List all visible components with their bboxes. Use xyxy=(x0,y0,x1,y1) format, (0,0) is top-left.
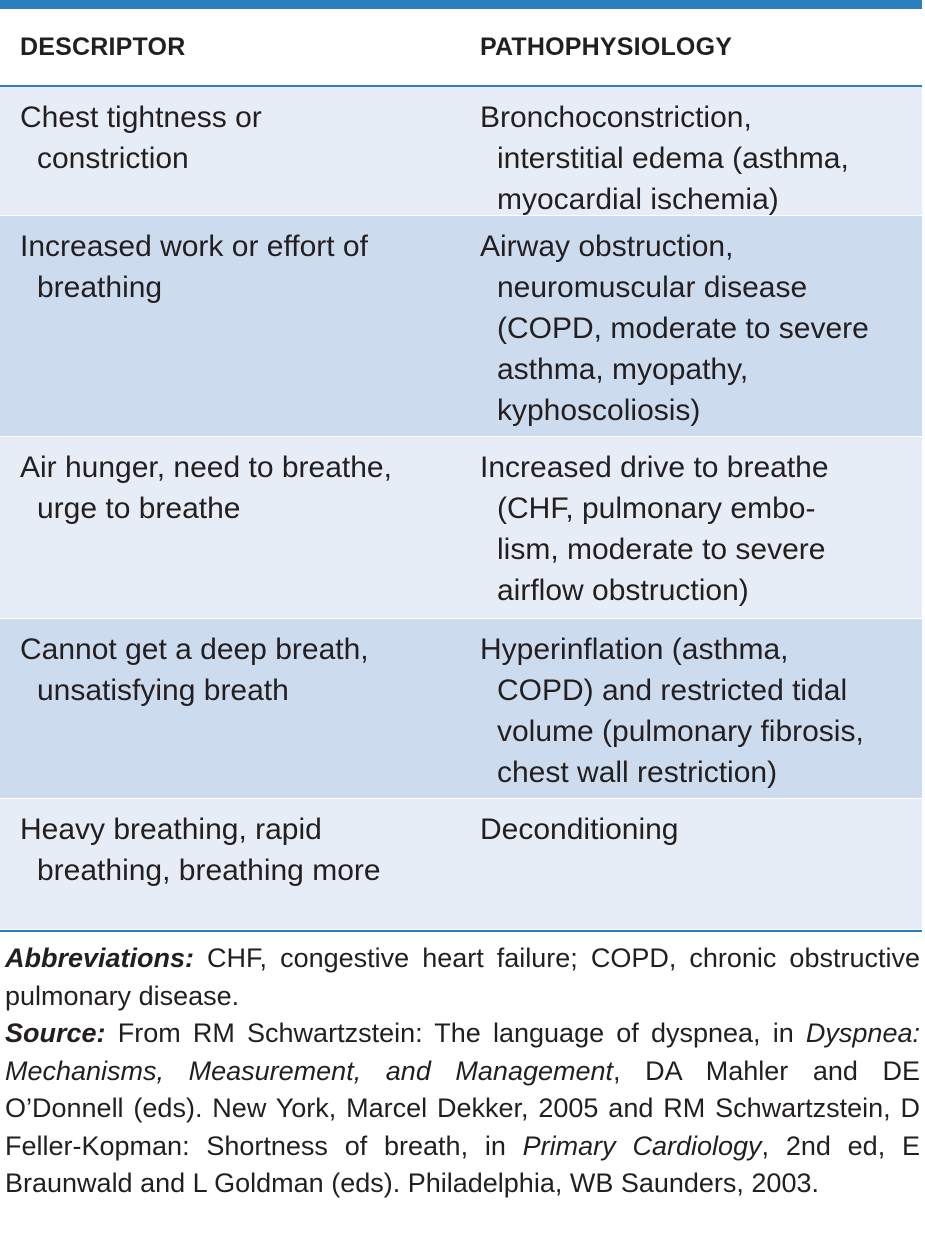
pathophysiology-line: Airway obstruction, xyxy=(480,230,734,263)
descriptor-line: breathing, breathing more xyxy=(37,854,381,887)
pathophysiology-cell xyxy=(462,799,922,929)
descriptor-line: Air hunger, need to breathe, xyxy=(20,451,392,484)
header-descriptor: DESCRIPTOR xyxy=(20,32,186,61)
descriptor-cell xyxy=(0,619,462,798)
pathophysiology-line: Bronchoconstriction, xyxy=(480,101,752,134)
pathophysiology-cell xyxy=(462,216,922,436)
source-note xyxy=(5,1015,920,1203)
abbreviations-text: CHF, congestive heart failure; COPD, chronic obstructive pulmonary disease. xyxy=(5,943,920,1011)
pathophysiology-line: volume (pulmonary fibrosis, xyxy=(497,715,864,748)
header-pathophysiology: PATHOPHYSIOLOGY xyxy=(480,32,733,61)
pathophysiology-line: airflow obstruction) xyxy=(497,574,749,607)
source-text-2: , DA Mahler and DE O’Donnell (eds). New York, Marcel Dekker, 2005 and RM Schwartzstein, D Feller-Kopman: Shortness of breath, in xyxy=(5,1055,920,1161)
pathophysiology-cell xyxy=(462,437,922,618)
descriptor-cell xyxy=(0,437,462,618)
pathophysiology-line: asthma, myopathy, xyxy=(497,353,749,386)
source-label: Source: xyxy=(5,1018,106,1048)
pathophysiology-line: kyphoscoliosis) xyxy=(497,394,701,427)
table-notes xyxy=(5,940,920,1203)
table-body xyxy=(0,87,922,930)
source-text-3: , 2nd ed, E Braunwald and L Goldman (eds). Philadelphia, WB Saunders, 2003. xyxy=(5,1130,920,1198)
source-title-1: Dyspnea: Mechanisms, Measurement, and Management xyxy=(5,1018,920,1086)
table-row xyxy=(0,216,922,437)
abbreviations-note xyxy=(5,940,920,1015)
descriptor-line: Increased work or effort of xyxy=(20,230,368,263)
table-row xyxy=(0,437,922,619)
pathophysiology-line: chest wall restriction) xyxy=(497,756,778,789)
descriptor-line: unsatisfying breath xyxy=(37,674,289,707)
table-row xyxy=(0,87,922,216)
table-header xyxy=(0,9,922,87)
pathophysiology-line: lism, moderate to severe xyxy=(497,533,826,566)
descriptor-line: breathing xyxy=(37,271,163,304)
descriptor-cell xyxy=(0,87,462,215)
abbreviations-label: Abbreviations: xyxy=(5,943,195,973)
pathophysiology-line: neuromuscular disease xyxy=(497,271,808,304)
pathophysiology-line: Increased drive to breathe xyxy=(480,451,829,484)
pathophysiology-line: Deconditioning xyxy=(480,813,679,846)
descriptor-cell xyxy=(0,216,462,436)
table-bottom-rule xyxy=(0,930,922,932)
table-top-rule xyxy=(0,0,922,9)
table-row xyxy=(0,799,922,930)
descriptor-cell xyxy=(0,799,462,929)
table-row xyxy=(0,619,922,799)
pathophysiology-line: COPD) and restricted tidal xyxy=(497,674,848,707)
descriptor-line: Cannot get a deep breath, xyxy=(20,633,369,666)
pathophysiology-line: Hyperinflation (asthma, xyxy=(480,633,789,666)
pathophysiology-line: myocardial ischemia) xyxy=(497,183,779,216)
descriptor-line: constriction xyxy=(37,142,189,175)
descriptor-line: urge to breathe xyxy=(37,492,241,525)
source-title-2: Primary Cardiology xyxy=(522,1130,762,1161)
source-text-1: From RM Schwartzstein: The language of dyspnea, in xyxy=(105,1018,806,1048)
pathophysiology-line: (COPD, moderate to severe xyxy=(497,312,869,345)
pathophysiology-cell xyxy=(462,619,922,798)
descriptor-line: Heavy breathing, rapid xyxy=(20,813,322,846)
descriptor-line: Chest tightness or xyxy=(20,101,262,134)
pathophysiology-line: interstitial edema (asthma, xyxy=(497,142,849,175)
pathophysiology-cell xyxy=(462,87,922,215)
pathophysiology-line: (CHF, pulmonary embo- xyxy=(497,492,816,525)
